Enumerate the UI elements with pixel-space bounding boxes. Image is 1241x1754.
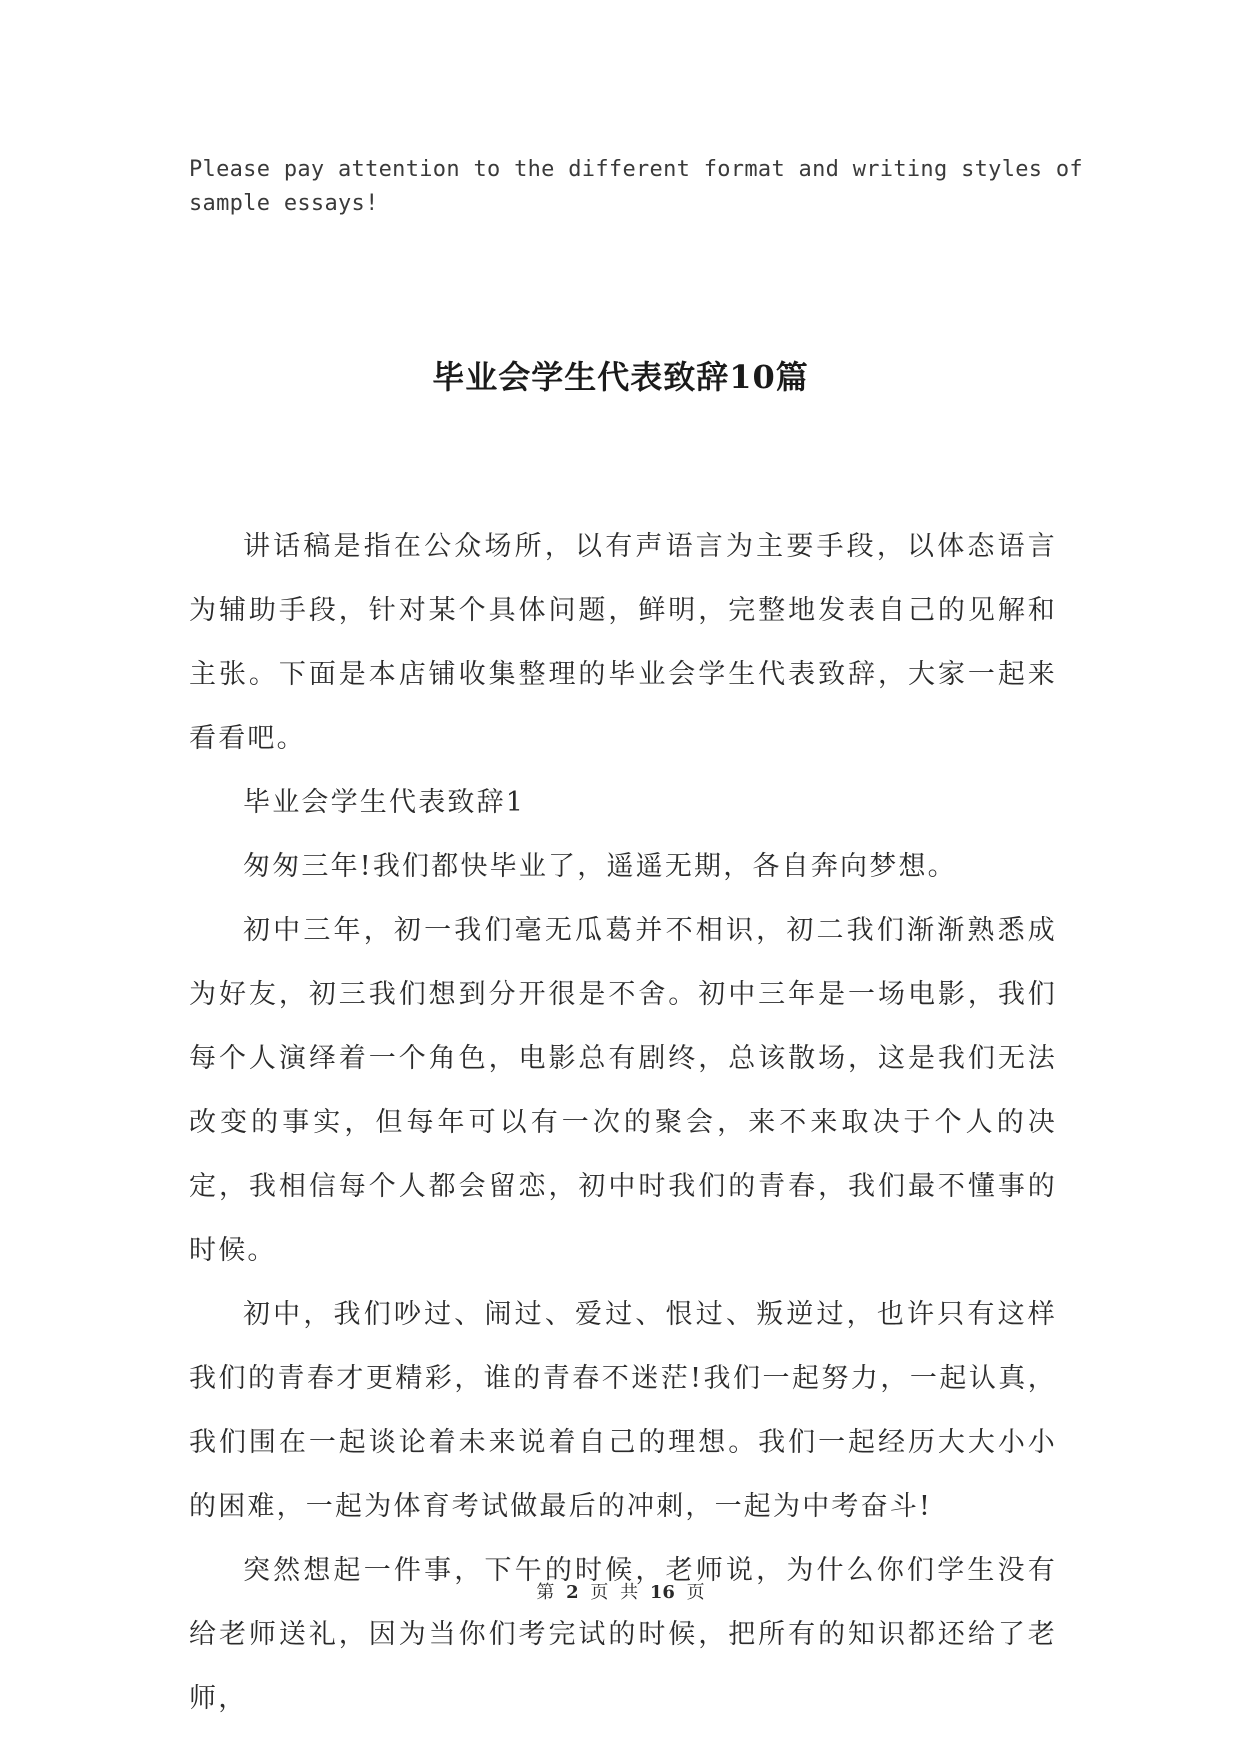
document-title: 毕业会学生代表致辞10篇	[432, 358, 809, 396]
paragraph-intro: 讲话稿是指在公众场所，以有声语言为主要手段，以体态语言为辅助手段，针对某个具体问题，鲜明，完整地发表自己的见解和主张。下面是本店铺收集整理的毕业会学生代表致辞，大家一起来看看吧。	[189, 531, 1057, 754]
footer-suffix: 页	[686, 1582, 705, 1603]
paragraph: 初中三年，初一我们毫无瓜葛并不相识，初二我们渐渐熟悉成为好友，初三我们想到分开很是不舍。初中三年是一场电影，我们每个人演绎着一个角色，电影总有剧终，总该散场，这是我们无法改变的事实，但每年可以有一次的聚会，来不来取决于个人的决定，我相信每个人都会留恋，初中时我们的青春，我们最不懂事的时候。	[189, 915, 1057, 1266]
intro-note: Please pay attention to the different format and writing styles of sample essays!	[189, 157, 1083, 216]
footer-prefix: 第	[536, 1582, 555, 1603]
paragraph: 突然想起一件事，下午的时候，老师说，为什么你们学生没有给老师送礼，因为当你们考完试的时候，把所有的知识都还给了老师，	[189, 1555, 1057, 1714]
page-number-footer	[0, 1578, 1241, 1604]
document-body	[189, 515, 1057, 1731]
total-pages-number: 16	[649, 1582, 675, 1603]
paragraph: 匆匆三年!我们都快毕业了，遥遥无期，各自奔向梦想。	[243, 851, 957, 882]
current-page-number: 2	[566, 1582, 579, 1603]
footer-middle: 页 共	[590, 1582, 639, 1603]
paragraph: 初中，我们吵过、闹过、爱过、恨过、叛逆过，也许只有这样我们的青春才更精彩，谁的青春不迷茫!我们一起努力，一起认真，我们围在一起谈论着未来说着自己的理想。我们一起经历大大小小的困难，一起为体育考试做最后的冲刺，一起为中考奋斗!	[189, 1299, 1057, 1522]
section-heading: 毕业会学生代表致辞1	[243, 787, 526, 818]
